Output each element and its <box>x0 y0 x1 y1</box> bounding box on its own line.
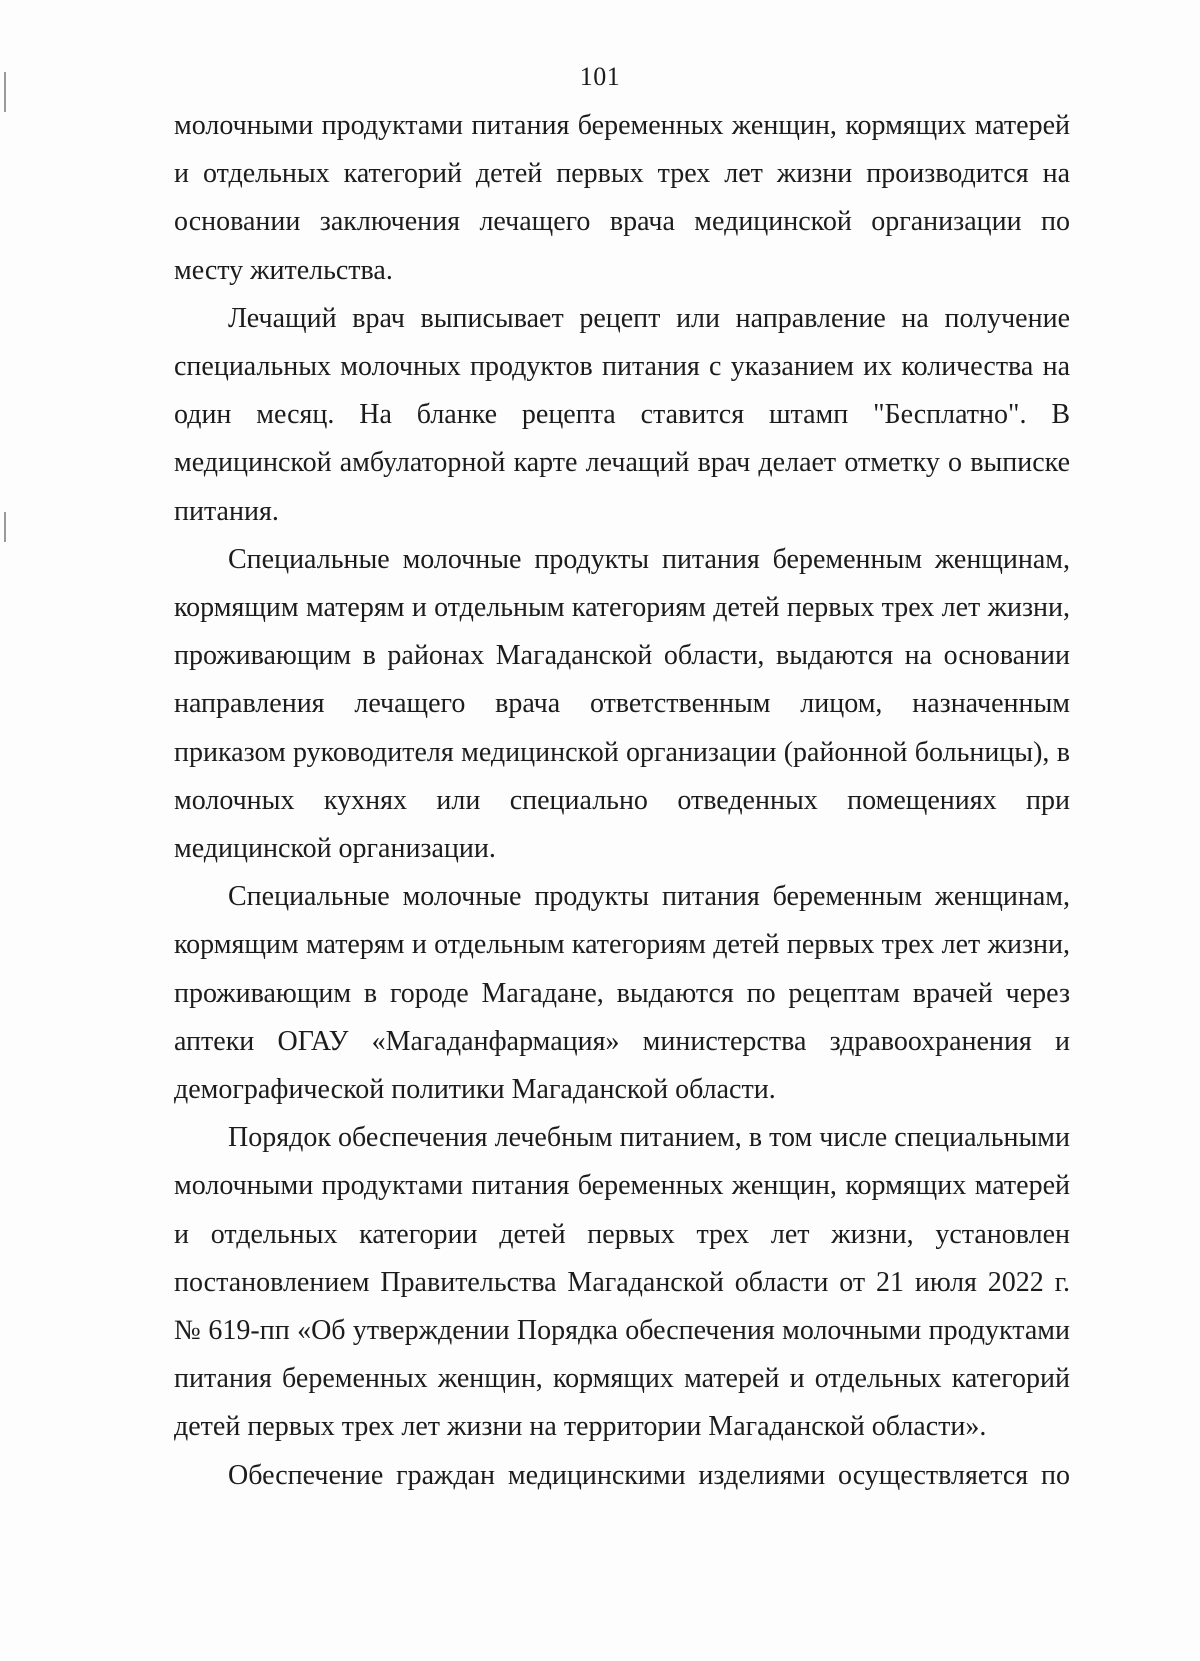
paragraph-prescription: Лечащий врач выписывает рецепт или направление на получение специальных молочных продуктов питания с указанием их количества на один месяц. На бланке рецепта ставится штамп "Бесплатно". В медицинской амбулаторной карте лечащий врач делает отметку о выписке питания. <box>174 302 1070 527</box>
paragraph-procedure-resolution: Порядок обеспечения лечебным питанием, в том числе специальными молочными продуктами питания беременных женщин, кормящих матерей и отдельных категории детей первых трех лет жизни, установлен постановлением Правительства Магаданской области от 21 июля 2022 г. № 619-пп «Об утверждении Порядка обеспечения молочными продуктами питания беременных женщин, кормящих матерей и отдельных категорий детей первых трех лет жизни на территории Магаданской области». <box>174 1122 1070 1443</box>
paragraph-continuation: молочными продуктами питания беременных женщин, кормящих матерей и отдельных категорий детей первых трех лет жизни производится на основании заключения лечащего врача медицинской организации по месту жительства. <box>174 110 1070 286</box>
paragraph-medical-devices: Обеспечение граждан медицинскими изделиями осуществляется по <box>228 1459 1070 1491</box>
paragraph-magadan-pharmacies: Специальные молочные продукты питания беременным женщинам, кормящим матерям и отдельным категориям детей первых трех лет жизни, проживающим в городе Магадане, выдаются по рецептам врачей через аптеки ОГАУ «Магаданфармация» министерства здравоохранения и демографической политики Магаданской области. <box>174 881 1070 1106</box>
scan-edge-mark <box>4 512 6 542</box>
document-body <box>174 102 1070 1500</box>
page-number: 101 <box>579 62 621 91</box>
paragraph-districts-distribution: Специальные молочные продукты питания беременным женщинам, кормящим матерям и отдельным категориям детей первых трех лет жизни, проживающим в районах Магаданской области, выдаются на основании направления лечащего врача ответственным лицом, назначенным приказом руководителя медицинской организации (районной больницы), в молочных кухнях или специально отведенных помещениях при медицинской организации. <box>174 543 1070 865</box>
